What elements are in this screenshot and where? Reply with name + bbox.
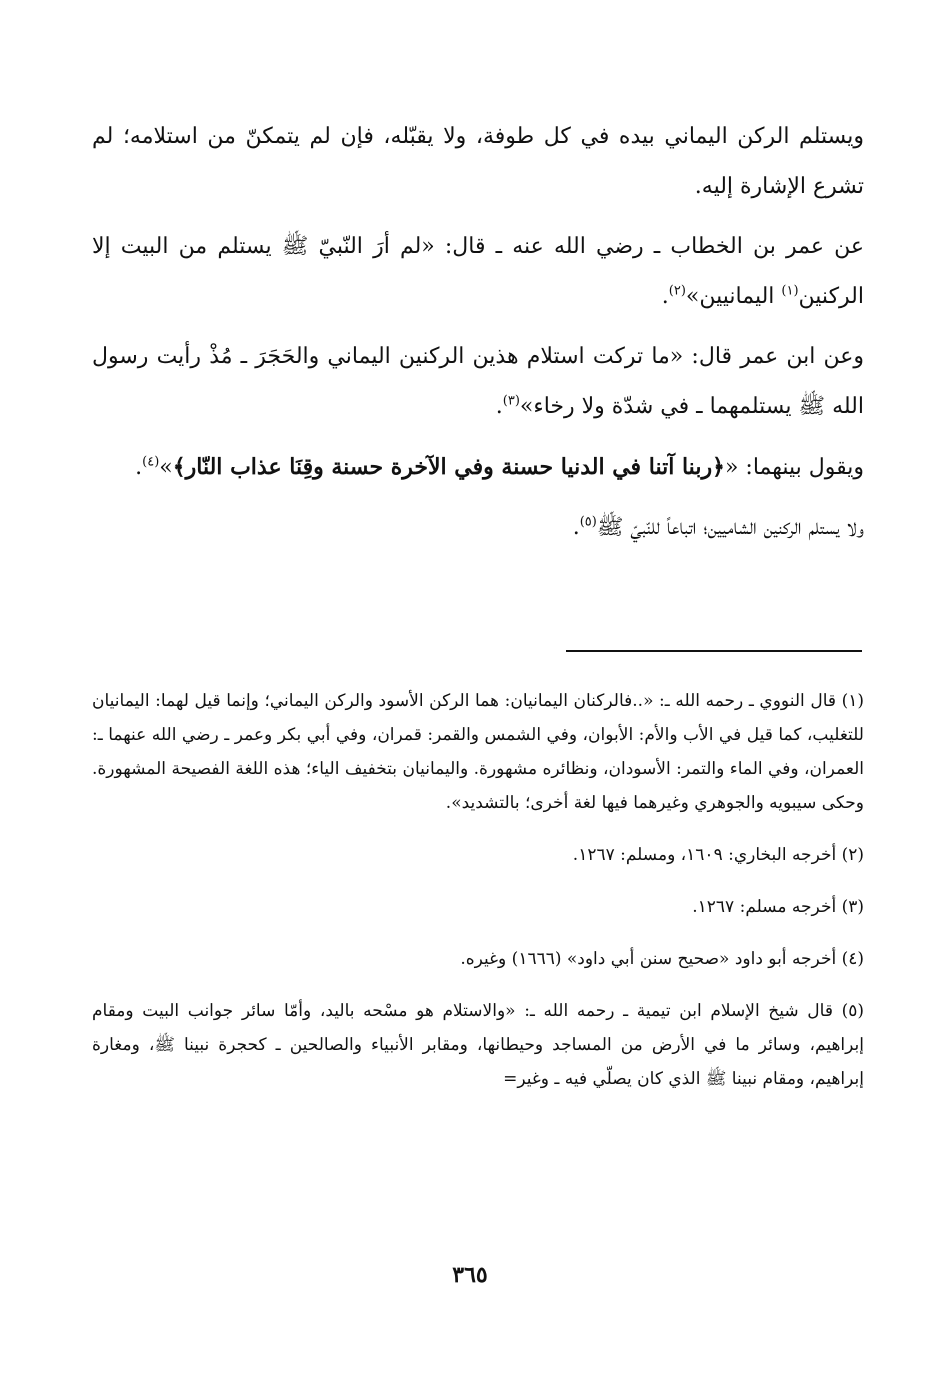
footnote-3: (٣) أخرجه مسلم: ١٢٦٧. xyxy=(692,897,864,917)
paragraph-1-text: ويستلم الركن اليماني بيده في كل طوفة، ولا يقبّله، فإن لم يتمكنّ من استلامه؛ لم تشرع الإشارة إليه. xyxy=(92,124,864,199)
paragraph-5-text: ولا يستلم الركنين الشاميين؛ اتباعاً للنّبيّ ﷺ xyxy=(596,515,864,540)
paragraph-3 xyxy=(92,332,864,432)
main-text xyxy=(92,112,864,553)
footnote-ref-2: (٢) xyxy=(668,283,686,299)
footnote-ref-4: (٤) xyxy=(142,454,160,470)
footnote-ref-3: (٣) xyxy=(502,393,520,409)
paragraph-4-end: . xyxy=(135,455,143,480)
footnote-1: (١) قال النووي ـ رحمه الله ـ: «..فالركنان اليمانيان: هما الركن الأسود والركن اليماني؛ وإنما قيل لهما: اليمانيان للتغليب، كما قيل في الأب والأم: الأبوان، وفي الشمس والقمر: قمران، وفي أبي بكر وعمر ـ رضي الله عنهما ـ: العمران، وفي الماء والتمر: الأسودان، ونظائره مشهورة. واليمانيان بتخفيف الياء؛ هذه اللغة الفصيحة المشهورة. وحكى سيبويه والجوهري وغيرهما فيها لغة أخرى؛ بالتشديد». xyxy=(92,691,864,813)
paragraph-5-end: . xyxy=(572,515,580,540)
footnote-ref-5: (٥) xyxy=(579,514,597,530)
paragraph-4 xyxy=(92,442,864,493)
paragraph-3-text: وعن ابن عمر قال: «ما تركت استلام هذين الركنين اليماني والحَجَرَ ـ مُذْ رأيت رسول الله ﷺ يستلمهما ـ في شدّة ولا رخاء» xyxy=(92,344,864,419)
footnotes-section xyxy=(92,684,864,1096)
paragraph-4-intro: ويقول بينهما: « xyxy=(724,455,864,480)
paragraph-2 xyxy=(92,222,864,322)
paragraph-2-tail: اليمانيين» xyxy=(685,284,782,309)
page-number: ٣٦٥ xyxy=(452,1262,488,1288)
paragraph-5 xyxy=(92,503,864,553)
paragraph-2-text: عن عمر بن الخطاب ـ رضي الله عنه ـ قال: «لم أرَ النّبيّ ﷺ يستلم من البيت إلا الركنين xyxy=(92,234,865,309)
paragraph-3-end: . xyxy=(495,394,503,419)
footnote-5: (٥) قال شيخ الإسلام ابن تيمية ـ رحمه الله ـ: «والاستلام هو مسْحه باليد، وأمّا سائر جوانب البيت ومقام إبراهيم، وسائر ما في الأرض من المساجد وحيطانها، ومقابر الأنبياء والصالحين ـ كحجرة نبينا ﷺ، ومغارة إبراهيم، ومقام نبينا ﷺ الذي كان يصلّي فيه ـ وغير= xyxy=(92,1001,864,1089)
footnote-ref-1: (١) xyxy=(781,283,799,299)
paragraph-1 xyxy=(92,112,864,212)
paragraph-2-end: . xyxy=(661,284,669,309)
footnote-4: (٤) أخرجه أبو داود «صحيح سنن أبي داود» (١٦٦٦) وغيره. xyxy=(460,949,864,969)
footnote-divider xyxy=(566,650,862,652)
footnote-2: (٢) أخرجه البخاري: ١٦٠٩، ومسلم: ١٢٦٧. xyxy=(572,845,864,865)
paragraph-4-close: » xyxy=(159,455,173,480)
quran-verse: ﴿ربنا آتنا في الدنيا حسنة وفي الآخرة حسنة وقِنَا عذاب النّار﴾ xyxy=(172,454,725,480)
